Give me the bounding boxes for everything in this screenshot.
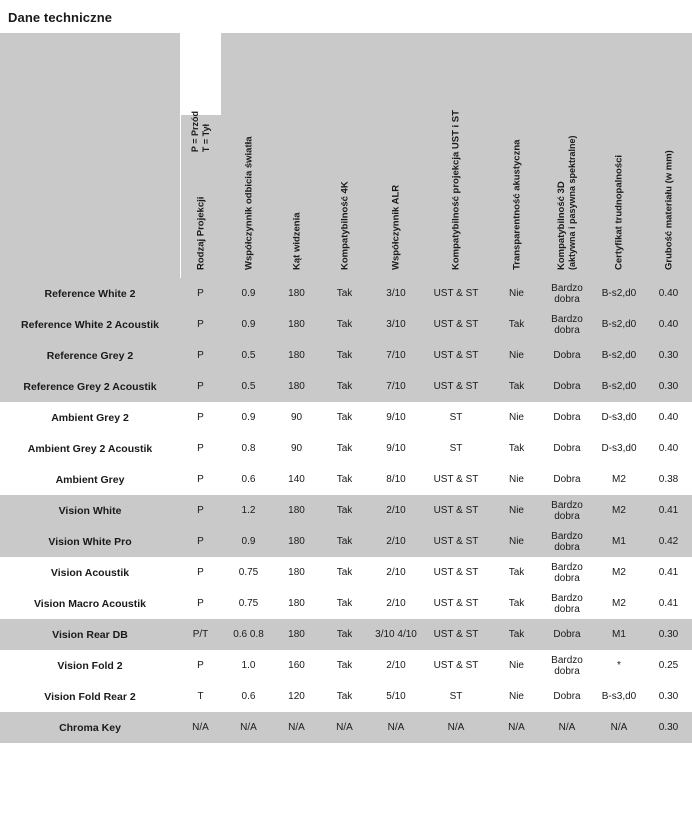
cell-kat-widzenia: 180 <box>276 495 317 526</box>
table-row <box>0 340 692 371</box>
cell-kat-widzenia: 180 <box>276 619 317 650</box>
table-body <box>0 278 692 743</box>
cell-grubosc-materialu: 0.30 <box>645 340 692 371</box>
cell-kat-widzenia: 180 <box>276 371 317 402</box>
row-model-name: Vision Rear DB <box>0 619 180 650</box>
cell-grubosc-materialu: 0.42 <box>645 526 692 557</box>
cell-kompatybilnosc-3d: N/A <box>541 712 593 743</box>
row-model-name: Vision White Pro <box>0 526 180 557</box>
cell-certyfikat-trudnopalnosci: M2 <box>593 588 645 619</box>
cell-wspolczynnik-alr: 7/10 <box>372 340 420 371</box>
cell-kompatybilnosc-3d: Dobra <box>541 340 593 371</box>
table-row <box>0 278 692 309</box>
header-label-kat-widzenia: Kąt widzenia <box>291 212 302 270</box>
header-wspolczynnik-alr <box>372 33 420 278</box>
cell-kat-widzenia: N/A <box>276 712 317 743</box>
cell-wspolczynnik-odbicia-swiatla: N/A <box>221 712 276 743</box>
row-model-name: Vision Acoustik <box>0 557 180 588</box>
cell-certyfikat-trudnopalnosci: N/A <box>593 712 645 743</box>
header-label-certyfikat-trudnopalnosci: Certyfikat trudnopalności <box>613 154 625 270</box>
cell-rodzaj-projekcji: P <box>180 495 221 526</box>
row-model-name: Ambient Grey <box>0 464 180 495</box>
cell-wspolczynnik-alr: 3/10 <box>372 278 420 309</box>
table-header-row <box>0 33 692 278</box>
row-model-name: Vision White <box>0 495 180 526</box>
cell-grubosc-materialu: 0.30 <box>645 619 692 650</box>
table-row <box>0 712 692 743</box>
cell-kompatybilnosc-3d: Bardzo dobra <box>541 526 593 557</box>
cell-kompatybilnosc-3d: Bardzo dobra <box>541 557 593 588</box>
row-model-name: Reference Grey 2 Acoustik <box>0 371 180 402</box>
header-label-grubosc-materialu: Grubość materiału (w mm) <box>663 150 674 270</box>
cell-transparentnosc-akustyczna: Tak <box>492 371 541 402</box>
table-row <box>0 464 692 495</box>
cell-kat-widzenia: 180 <box>276 557 317 588</box>
cell-wspolczynnik-odbicia-swiatla: 0.75 <box>221 588 276 619</box>
cell-rodzaj-projekcji: P/T <box>180 619 221 650</box>
header-wspolczynnik-odbicia-swiatla <box>221 33 276 278</box>
cell-rodzaj-projekcji: P <box>180 278 221 309</box>
cell-rodzaj-projekcji: P <box>180 340 221 371</box>
cell-transparentnosc-akustyczna: Tak <box>492 309 541 340</box>
cell-kompatybilnosc-4k: Tak <box>317 464 372 495</box>
table-row <box>0 557 692 588</box>
row-model-name: Reference White 2 Acoustik <box>0 309 180 340</box>
header-label-3d-sub: (aktywna i pasywna spektralne) <box>567 135 577 270</box>
legend-line-rear: T = Tył <box>200 124 211 153</box>
cell-kompatybilnosc-projekcja-ust-i-st: UST & ST <box>420 619 492 650</box>
cell-rodzaj-projekcji: P <box>180 402 221 433</box>
cell-grubosc-materialu: 0.41 <box>645 588 692 619</box>
cell-rodzaj-projekcji: P <box>180 650 221 681</box>
header-label-wspolczynnik-odbicia-swiatla: Współczynnik odbicia światła <box>243 136 254 270</box>
cell-kompatybilnosc-4k: Tak <box>317 340 372 371</box>
cell-wspolczynnik-odbicia-swiatla: 0.8 <box>221 433 276 464</box>
cell-kat-widzenia: 140 <box>276 464 317 495</box>
cell-transparentnosc-akustyczna: Nie <box>492 526 541 557</box>
cell-certyfikat-trudnopalnosci: D-s3,d0 <box>593 433 645 464</box>
cell-wspolczynnik-odbicia-swiatla: 0.5 <box>221 371 276 402</box>
cell-transparentnosc-akustyczna: Nie <box>492 464 541 495</box>
cell-rodzaj-projekcji: T <box>180 681 221 712</box>
cell-certyfikat-trudnopalnosci: D-s3,d0 <box>593 402 645 433</box>
header-label-kompatybilnosc-projekcja-ust-i-st: Kompatybilność projekcja UST i ST <box>450 110 462 270</box>
cell-wspolczynnik-alr: 5/10 <box>372 681 420 712</box>
header-kompatybilnosc-4k <box>317 33 372 278</box>
row-model-name: Vision Macro Acoustik <box>0 588 180 619</box>
header-label-rodzaj-projekcji: Rodzaj Projekcji <box>195 196 207 270</box>
cell-transparentnosc-akustyczna: Tak <box>492 588 541 619</box>
row-model-name: Vision Fold 2 <box>0 650 180 681</box>
legend-line-front: P = Przód <box>189 111 200 153</box>
cell-rodzaj-projekcji: P <box>180 371 221 402</box>
cell-kompatybilnosc-3d: Bardzo dobra <box>541 650 593 681</box>
cell-wspolczynnik-odbicia-swiatla: 0.6 <box>221 681 276 712</box>
header-transparentnosc-akustyczna <box>492 33 541 278</box>
cell-rodzaj-projekcji: P <box>180 526 221 557</box>
cell-grubosc-materialu: 0.25 <box>645 650 692 681</box>
cell-kompatybilnosc-4k: Tak <box>317 526 372 557</box>
cell-wspolczynnik-odbicia-swiatla: 0.9 <box>221 526 276 557</box>
cell-certyfikat-trudnopalnosci: M2 <box>593 464 645 495</box>
cell-kompatybilnosc-projekcja-ust-i-st: N/A <box>420 712 492 743</box>
table-row <box>0 526 692 557</box>
cell-kompatybilnosc-3d: Dobra <box>541 402 593 433</box>
cell-grubosc-materialu: 0.40 <box>645 309 692 340</box>
cell-transparentnosc-akustyczna: Tak <box>492 619 541 650</box>
cell-kat-widzenia: 160 <box>276 650 317 681</box>
cell-kompatybilnosc-3d: Bardzo dobra <box>541 278 593 309</box>
cell-kompatybilnosc-projekcja-ust-i-st: UST & ST <box>420 557 492 588</box>
cell-rodzaj-projekcji: P <box>180 464 221 495</box>
row-model-name: Vision Fold Rear 2 <box>0 681 180 712</box>
row-model-name: Chroma Key <box>0 712 180 743</box>
cell-grubosc-materialu: 0.30 <box>645 712 692 743</box>
cell-wspolczynnik-alr: 9/10 <box>372 433 420 464</box>
cell-transparentnosc-akustyczna: Nie <box>492 278 541 309</box>
row-model-name: Reference Grey 2 <box>0 340 180 371</box>
cell-certyfikat-trudnopalnosci: M1 <box>593 526 645 557</box>
cell-rodzaj-projekcji: N/A <box>180 712 221 743</box>
cell-kompatybilnosc-projekcja-ust-i-st: UST & ST <box>420 371 492 402</box>
table-row <box>0 371 692 402</box>
cell-kompatybilnosc-projekcja-ust-i-st: UST & ST <box>420 495 492 526</box>
table-row <box>0 681 692 712</box>
cell-wspolczynnik-odbicia-swiatla: 0.5 <box>221 340 276 371</box>
cell-certyfikat-trudnopalnosci: M2 <box>593 557 645 588</box>
cell-grubosc-materialu: 0.30 <box>645 371 692 402</box>
cell-kat-widzenia: 90 <box>276 402 317 433</box>
cell-certyfikat-trudnopalnosci: B-s2,d0 <box>593 309 645 340</box>
header-projection-legend <box>190 111 212 152</box>
cell-kompatybilnosc-3d: Dobra <box>541 433 593 464</box>
cell-wspolczynnik-alr: 2/10 <box>372 557 420 588</box>
cell-kompatybilnosc-4k: Tak <box>317 278 372 309</box>
cell-kat-widzenia: 180 <box>276 588 317 619</box>
cell-wspolczynnik-odbicia-swiatla: 1.2 <box>221 495 276 526</box>
table-row <box>0 588 692 619</box>
cell-certyfikat-trudnopalnosci: M1 <box>593 619 645 650</box>
cell-kat-widzenia: 120 <box>276 681 317 712</box>
table-row <box>0 309 692 340</box>
cell-grubosc-materialu: 0.41 <box>645 557 692 588</box>
header-label-kompatybilnosc-3d <box>556 135 578 270</box>
cell-wspolczynnik-alr: 8/10 <box>372 464 420 495</box>
header-grubosc-materialu <box>645 33 692 278</box>
cell-kompatybilnosc-3d: Dobra <box>541 619 593 650</box>
cell-kat-widzenia: 180 <box>276 309 317 340</box>
cell-kompatybilnosc-4k: Tak <box>317 588 372 619</box>
cell-certyfikat-trudnopalnosci: B-s2,d0 <box>593 371 645 402</box>
cell-certyfikat-trudnopalnosci: B-s2,d0 <box>593 340 645 371</box>
table-row <box>0 495 692 526</box>
cell-transparentnosc-akustyczna: Nie <box>492 681 541 712</box>
header-kompatybilnosc-projekcja-ust-i-st <box>420 33 492 278</box>
cell-grubosc-materialu: 0.30 <box>645 681 692 712</box>
header-label-3d-main: Kompatybilność 3D <box>556 181 567 270</box>
header-model <box>0 33 180 278</box>
cell-kompatybilnosc-projekcja-ust-i-st: ST <box>420 681 492 712</box>
cell-kompatybilnosc-projekcja-ust-i-st: ST <box>420 402 492 433</box>
cell-transparentnosc-akustyczna: Tak <box>492 557 541 588</box>
cell-wspolczynnik-odbicia-swiatla: 0.6 0.8 <box>221 619 276 650</box>
cell-wspolczynnik-odbicia-swiatla: 0.9 <box>221 309 276 340</box>
cell-wspolczynnik-odbicia-swiatla: 0.6 <box>221 464 276 495</box>
cell-kompatybilnosc-projekcja-ust-i-st: UST & ST <box>420 278 492 309</box>
cell-wspolczynnik-alr: 2/10 <box>372 588 420 619</box>
cell-kompatybilnosc-3d: Bardzo dobra <box>541 495 593 526</box>
cell-transparentnosc-akustyczna: Nie <box>492 495 541 526</box>
cell-certyfikat-trudnopalnosci: B-s3,d0 <box>593 681 645 712</box>
cell-rodzaj-projekcji: P <box>180 588 221 619</box>
cell-kompatybilnosc-projekcja-ust-i-st: UST & ST <box>420 464 492 495</box>
cell-kompatybilnosc-3d: Bardzo dobra <box>541 309 593 340</box>
cell-grubosc-materialu: 0.40 <box>645 433 692 464</box>
cell-transparentnosc-akustyczna: Tak <box>492 433 541 464</box>
cell-kompatybilnosc-projekcja-ust-i-st: UST & ST <box>420 309 492 340</box>
cell-certyfikat-trudnopalnosci: M2 <box>593 495 645 526</box>
cell-transparentnosc-akustyczna: Nie <box>492 402 541 433</box>
cell-transparentnosc-akustyczna: Nie <box>492 650 541 681</box>
header-kat-widzenia <box>276 33 317 278</box>
cell-kompatybilnosc-projekcja-ust-i-st: ST <box>420 433 492 464</box>
cell-wspolczynnik-odbicia-swiatla: 0.9 <box>221 402 276 433</box>
table-row <box>0 402 692 433</box>
cell-wspolczynnik-odbicia-swiatla: 0.75 <box>221 557 276 588</box>
cell-kompatybilnosc-3d: Dobra <box>541 464 593 495</box>
cell-kompatybilnosc-4k: N/A <box>317 712 372 743</box>
table-row <box>0 619 692 650</box>
cell-kompatybilnosc-4k: Tak <box>317 371 372 402</box>
cell-kompatybilnosc-4k: Tak <box>317 309 372 340</box>
table-row <box>0 650 692 681</box>
cell-wspolczynnik-alr: 7/10 <box>372 371 420 402</box>
cell-kat-widzenia: 180 <box>276 278 317 309</box>
table-row <box>0 433 692 464</box>
legend-backdrop <box>181 33 222 115</box>
cell-kompatybilnosc-3d: Dobra <box>541 681 593 712</box>
cell-grubosc-materialu: 0.41 <box>645 495 692 526</box>
cell-certyfikat-trudnopalnosci: * <box>593 650 645 681</box>
cell-wspolczynnik-alr: N/A <box>372 712 420 743</box>
cell-kompatybilnosc-4k: Tak <box>317 557 372 588</box>
cell-kompatybilnosc-4k: Tak <box>317 650 372 681</box>
cell-wspolczynnik-alr: 9/10 <box>372 402 420 433</box>
cell-kat-widzenia: 90 <box>276 433 317 464</box>
cell-kompatybilnosc-3d: Bardzo dobra <box>541 588 593 619</box>
header-label-kompatybilnosc-4k: Kompatybilność 4K <box>339 181 350 270</box>
cell-kompatybilnosc-4k: Tak <box>317 495 372 526</box>
header-kompatybilnosc-3d <box>541 33 593 278</box>
header-rodzaj-projekcji <box>180 33 221 278</box>
cell-rodzaj-projekcji: P <box>180 557 221 588</box>
cell-kat-widzenia: 180 <box>276 340 317 371</box>
cell-grubosc-materialu: 0.38 <box>645 464 692 495</box>
cell-kompatybilnosc-3d: Dobra <box>541 371 593 402</box>
cell-kat-widzenia: 180 <box>276 526 317 557</box>
cell-rodzaj-projekcji: P <box>180 309 221 340</box>
cell-wspolczynnik-alr: 2/10 <box>372 526 420 557</box>
header-label-transparentnosc-akustyczna: Transparentność akustyczna <box>511 139 522 270</box>
cell-wspolczynnik-alr: 2/10 <box>372 650 420 681</box>
cell-kompatybilnosc-4k: Tak <box>317 433 372 464</box>
cell-wspolczynnik-alr: 2/10 <box>372 495 420 526</box>
cell-kompatybilnosc-4k: Tak <box>317 402 372 433</box>
cell-kompatybilnosc-projekcja-ust-i-st: UST & ST <box>420 588 492 619</box>
cell-transparentnosc-akustyczna: Nie <box>492 340 541 371</box>
cell-kompatybilnosc-projekcja-ust-i-st: UST & ST <box>420 526 492 557</box>
cell-kompatybilnosc-4k: Tak <box>317 681 372 712</box>
cell-kompatybilnosc-projekcja-ust-i-st: UST & ST <box>420 650 492 681</box>
header-label-wspolczynnik-alr: Współczynnik ALR <box>390 184 402 270</box>
row-model-name: Ambient Grey 2 <box>0 402 180 433</box>
technical-data-table <box>0 33 692 743</box>
cell-grubosc-materialu: 0.40 <box>645 402 692 433</box>
row-model-name: Reference White 2 <box>0 278 180 309</box>
cell-kompatybilnosc-projekcja-ust-i-st: UST & ST <box>420 340 492 371</box>
header-certyfikat-trudnopalnosci <box>593 33 645 278</box>
cell-wspolczynnik-odbicia-swiatla: 1.0 <box>221 650 276 681</box>
cell-wspolczynnik-alr: 3/10 <box>372 309 420 340</box>
cell-transparentnosc-akustyczna: N/A <box>492 712 541 743</box>
page-title: Dane techniczne <box>8 10 113 25</box>
cell-kompatybilnosc-4k: Tak <box>317 619 372 650</box>
cell-wspolczynnik-odbicia-swiatla: 0.9 <box>221 278 276 309</box>
cell-grubosc-materialu: 0.40 <box>645 278 692 309</box>
row-model-name: Ambient Grey 2 Acoustik <box>0 433 180 464</box>
cell-certyfikat-trudnopalnosci: B-s2,d0 <box>593 278 645 309</box>
cell-rodzaj-projekcji: P <box>180 433 221 464</box>
cell-wspolczynnik-alr: 3/10 4/10 <box>372 619 420 650</box>
